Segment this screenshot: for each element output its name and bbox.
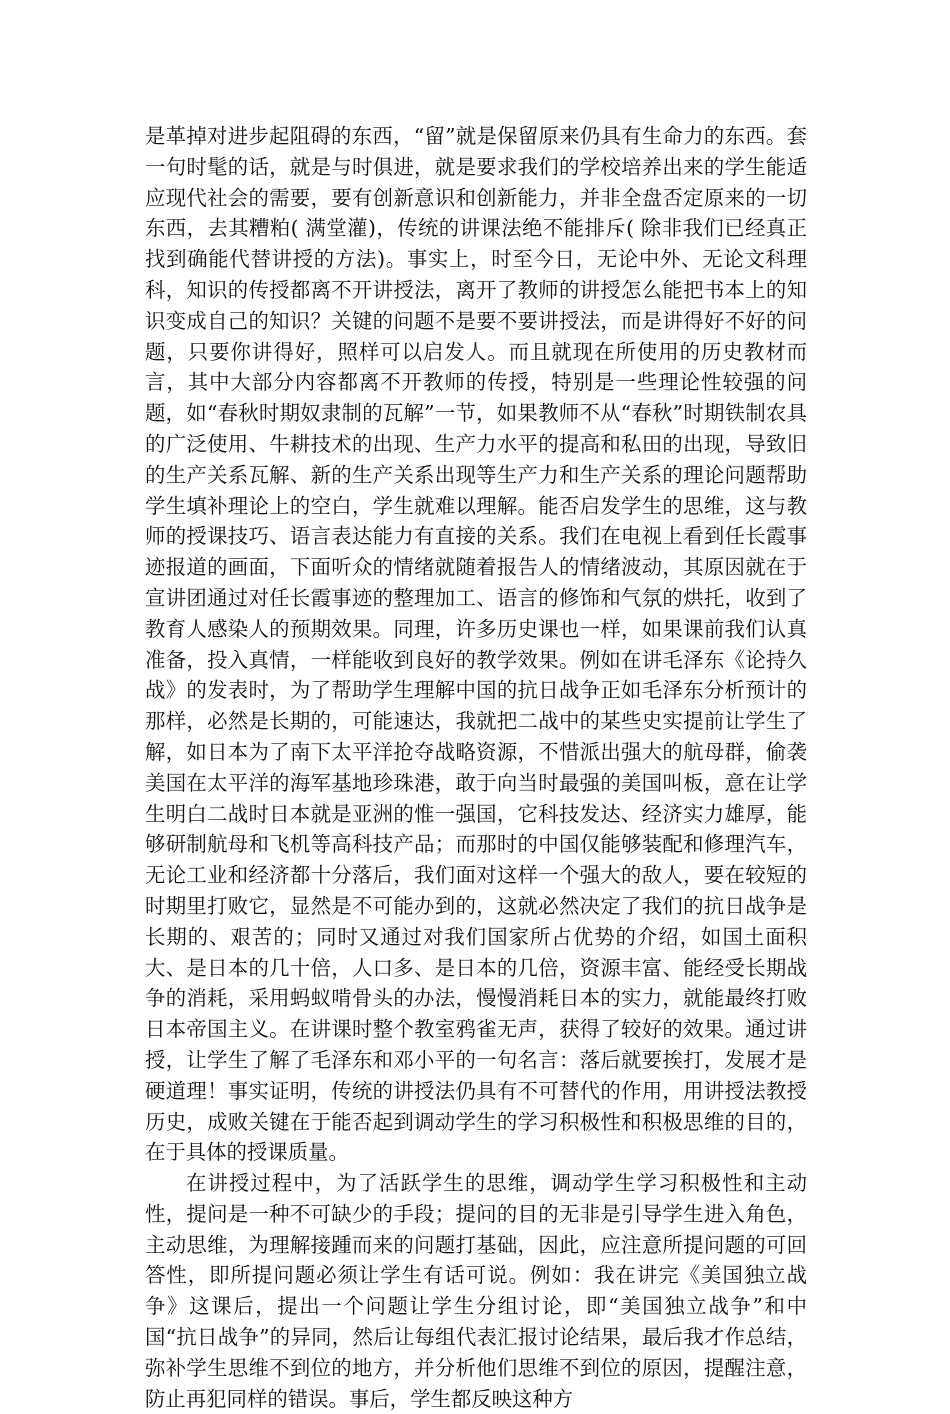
paragraph-continued: 是革掉对进步起阻碍的东西，“留”就是保留原来仍具有生命力的东西。套一句时髦的话，就是与时俱进，就是要求我们的学校培养出来的学生能适应现代社会的需要，要有创新意识和创新能力，并非全盘否定原来的一切东西，去其糟粕( 满堂灌)，传统的讲课法绝不能排斥( 除非我们已经真正找到确能代替讲授的方法)。事实上，时至今日，无论中外、无论文科理科，知识的传授都离不开讲授法，离开了教师的讲授怎么能把书本上的知识变成自己的知识？关键的问题不是要不要讲授法，而是讲得好不好的问题，只要你讲得好，照样可以启发人。而且就现在所使用的历史教材而言，其中大部分内容都离不开教师的传授，特别是一些理论性较强的问题，如“春秋时期奴隶制的瓦解”一节，如果教师不从“春秋”时期铁制农具的广泛使用、牛耕技术的出现、生产力水平的提高和私田的出现，导致旧的生产关系瓦解、新的生产关系出现等生产力和生产关系的理论问题帮助学生填补理论上的空白，学生就难以理解。能否启发学生的思维，这与教师的授课技巧、语言表达能力有直接的关系。我们在电视上看到任长霞事迹报道的画面，下面听众的情绪就随着报告人的情绪波动，其原因就在于宣讲团通过对任长霞事迹的整理加工、语言的修饰和气氛的烘托，收到了教育人感染人的预期效果。同理，许多历史课也一样，如果课前我们认真准备，投入真情，一样能收到良好的教学效果。例如在讲毛泽东《论持久战》的发表时，为了帮助学生理解中国的抗日战争正如毛泽东分析预计的那样，必然是长期的，可能速达，我就把二战中的某些史实提前让学生了解，如日本为了南下太平洋抢夺战略资源，不惜派出强大的航母群，偷袭美国在太平洋的海军基地珍珠港，敢于向当时最强的美国叫板，意在让学生明白二战时日本就是亚洲的惟一强国，它科技发达、经济实力雄厚，能够研制航母和飞机等高科技产品；而那时的中国仅能够装配和修理汽车，无论工业和经济都十分落后，我们面对这样一个强大的敌人，要在较短的时期里打败它，显然是不可能办到的，这就必然决定了我们的抗日战争是长期的、艰苦的；同时又通过对我们国家所占优势的介绍，如国土面积大、是日本的几十倍，人口多、是日本的几倍，资源丰富、能经受长期战争的消耗，采用蚂蚁啃骨头的办法，慢慢消耗日本的实力，就能最终打败日本帝国主义。在讲课时整个教室鸦雀无声，获得了较好的效果。通过讲授，让学生了解了毛泽东和邓小平的一句名言：落后就要挨打，发展才是硬道理！事实证明，传统的讲授法仍具有不可替代的作用，用讲授法教授历史，成败关键在于能否起到调动学生的学习积极性和积极思维的目的，在于具体的授课质量。 <box>145 124 807 1165</box>
document-page <box>145 121 807 1414</box>
paragraph-questioning: 在讲授过程中，为了活跃学生的思维，调动学生学习积极性和主动性，提问是一种不可缺少的手段；提问的目的无非是引导学生进入角色，主动思维，为理解接踵而来的问题打基础，因此，应注意所提问题的可回答性，即所提问题必须让学生有话可说。例如：我在讲完《美国独立战争》这课后，提出一个问题让学生分组讨论，即“美国独立战争”和中国“抗日战争”的异同，然后让每组代表汇报讨论结果，最后我才作总结，弥补学生思维不到位的地方，并分析他们思维不到位的原因，提醒注意，防止再犯同样的错误。事后，学生都反映这种方 <box>145 1171 807 1411</box>
